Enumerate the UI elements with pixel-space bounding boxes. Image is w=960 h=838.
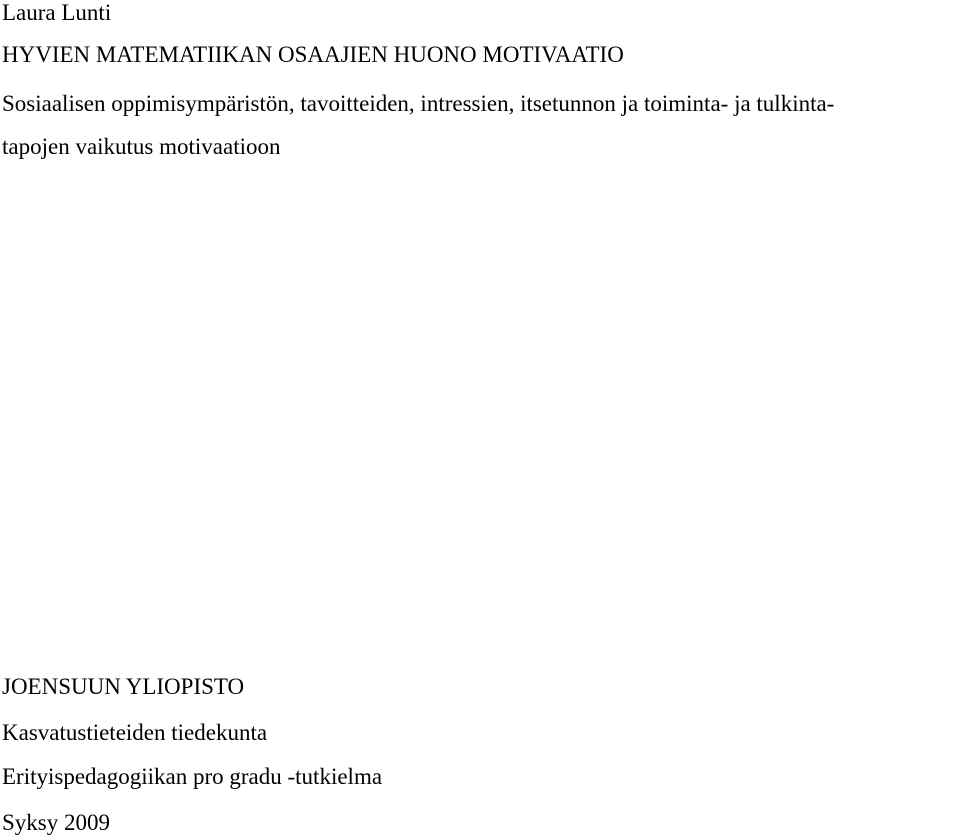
subtitle-line-2: tapojen vaikutus motivaatioon [2,134,281,159]
subtitle-line-1: Sosiaalisen oppimisympäristön, tavoitteiden, intressien, itsetunnon ja toiminta- ja tulkinta- [2,91,835,116]
university-name: JOENSUUN YLIOPISTO [2,674,245,699]
author-name: Laura Lunti [2,0,112,25]
thesis-subtitle [2,82,957,168]
thesis-type: Erityispedagogiikan pro gradu -tutkielma [2,764,383,789]
thesis-date: Syksy 2009 [2,810,110,835]
faculty-name: Kasvatustieteiden tiedekunta [2,720,268,745]
thesis-title: HYVIEN MATEMATIIKAN OSAAJIEN HUONO MOTIVAATIO [2,42,624,67]
